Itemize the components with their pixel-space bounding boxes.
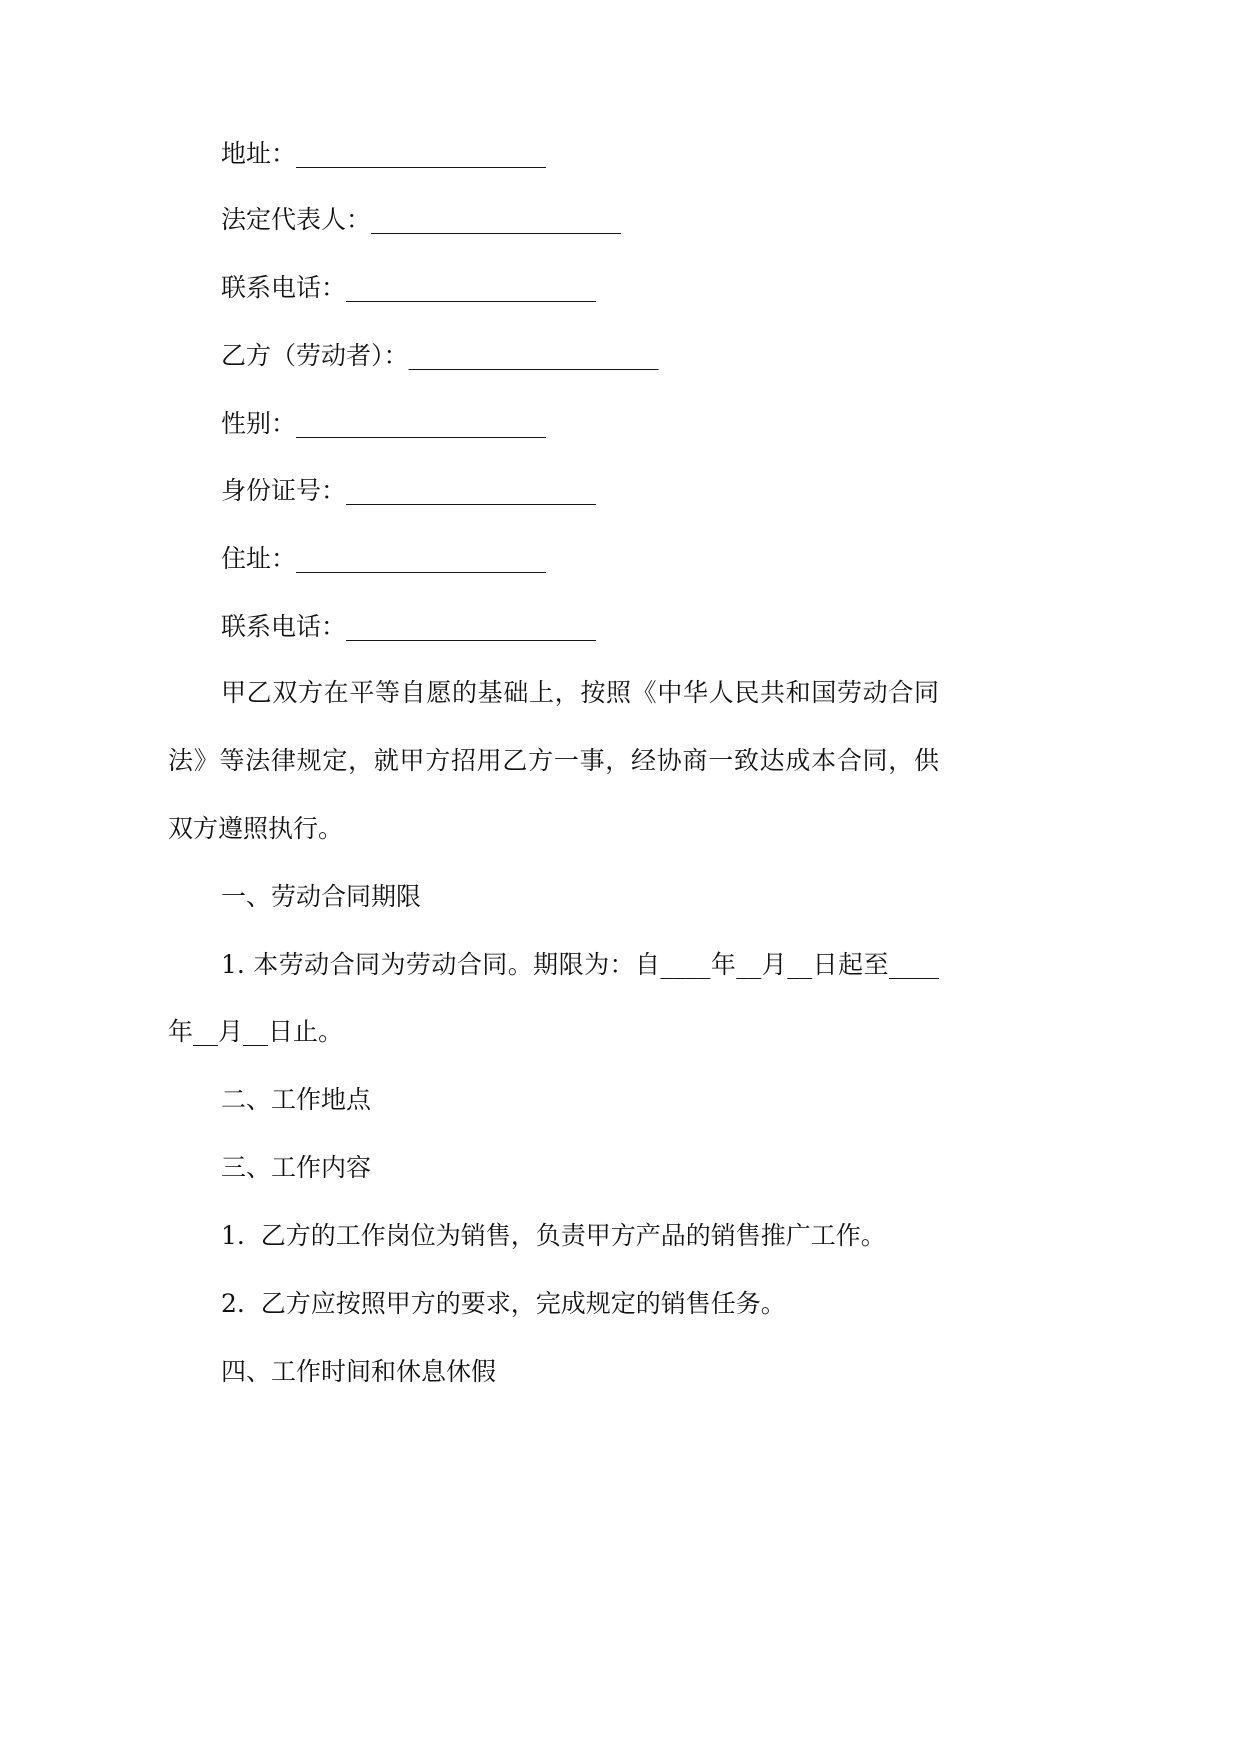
- gender-field-line: 性别：____________________: [221, 409, 547, 438]
- id-number-field-line: 身份证号：____________________: [221, 476, 597, 505]
- work-content-item-2: 2. 乙方应按照甲方的要求，完成规定的销售任务。: [221, 1289, 786, 1318]
- address-field-line: 地址：____________________: [221, 139, 547, 168]
- contract-term-clause-line-1: 1. 本劳动合同为劳动合同。期限为：自____年__月__日起至____: [221, 950, 939, 979]
- contract-term-clause-line-2: 年__月__日止。: [168, 1017, 344, 1046]
- work-content-item-1: 1. 乙方的工作岗位为销售，负责甲方产品的销售推广工作。: [221, 1221, 886, 1250]
- contact-phone-field-line: 联系电话：____________________: [221, 273, 597, 302]
- residence-field-line: 住址：____________________: [221, 544, 547, 573]
- section-heading-work-hours: 四、工作时间和休息休假: [221, 1357, 497, 1386]
- intro-paragraph-line-3: 双方遵照执行。: [168, 814, 344, 843]
- intro-paragraph-line-1: 甲乙双方在平等自愿的基础上，按照《中华人民共和国劳动合同: [221, 678, 939, 707]
- party-b-field-line: 乙方（劳动者）：____________________: [221, 341, 659, 370]
- section-heading-contract-term: 一、劳动合同期限: [221, 882, 422, 911]
- intro-paragraph-line-2: 法》等法律规定，就甲方招用乙方一事，经协商一致达成本合同，供: [168, 746, 939, 775]
- section-heading-work-location: 二、工作地点: [221, 1085, 372, 1114]
- contact-phone-field-line-2: 联系电话：____________________: [221, 612, 597, 641]
- section-heading-work-content: 三、工作内容: [221, 1153, 372, 1182]
- legal-representative-field-line: 法定代表人：____________________: [221, 205, 622, 234]
